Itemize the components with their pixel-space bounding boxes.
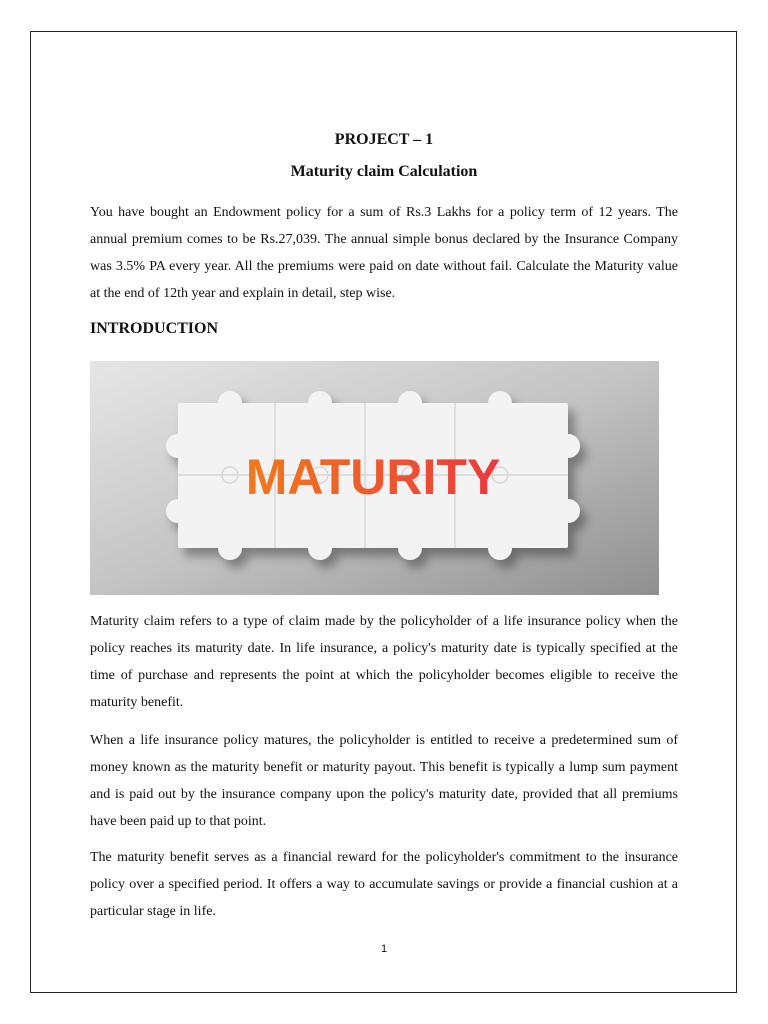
paragraph-2: When a life insurance policy matures, the policyholder is entitled to receive a predetermined sum of money known as the maturity benefit or maturity payout. This benefit is typically a lump sum payment and is paid out by the insurance company upon the policy's maturity date, provided that all premiums have been paid up to that point.: [90, 733, 678, 829]
paragraph-1: Maturity claim refers to a type of claim made by the policyholder of a life insurance policy when the policy reaches its maturity date. In life insurance, a policy's maturity date is typically specified at the time of purchase and represents the point at which the policyholder becomes eligible to receive the maturity benefit.: [90, 614, 678, 710]
maturity-puzzle-image: [90, 361, 659, 595]
project-subtitle: Maturity claim Calculation: [290, 163, 478, 180]
paragraph-3: The maturity benefit serves as a financial reward for the policyholder's commitment to the insurance policy over a specified period. It offers a way to accumulate savings or provide a financial cushion at a particular stage in life.: [90, 850, 678, 919]
page-number: 1: [380, 943, 388, 955]
task-paragraph: You have bought an Endowment policy for a sum of Rs.3 Lakhs for a policy term of 12 years. The annual premium comes to be Rs.27,039. The annual simple bonus declared by the Insurance Company was 3.5% PA every year. All the premiums were paid on date without fail. Calculate the Maturity value at the end of 12th year and explain in detail, step wise.: [90, 205, 678, 301]
introduction-heading: INTRODUCTION: [90, 320, 219, 337]
project-title: PROJECT – 1: [334, 131, 434, 148]
maturity-word: MATURITY: [245, 449, 501, 505]
